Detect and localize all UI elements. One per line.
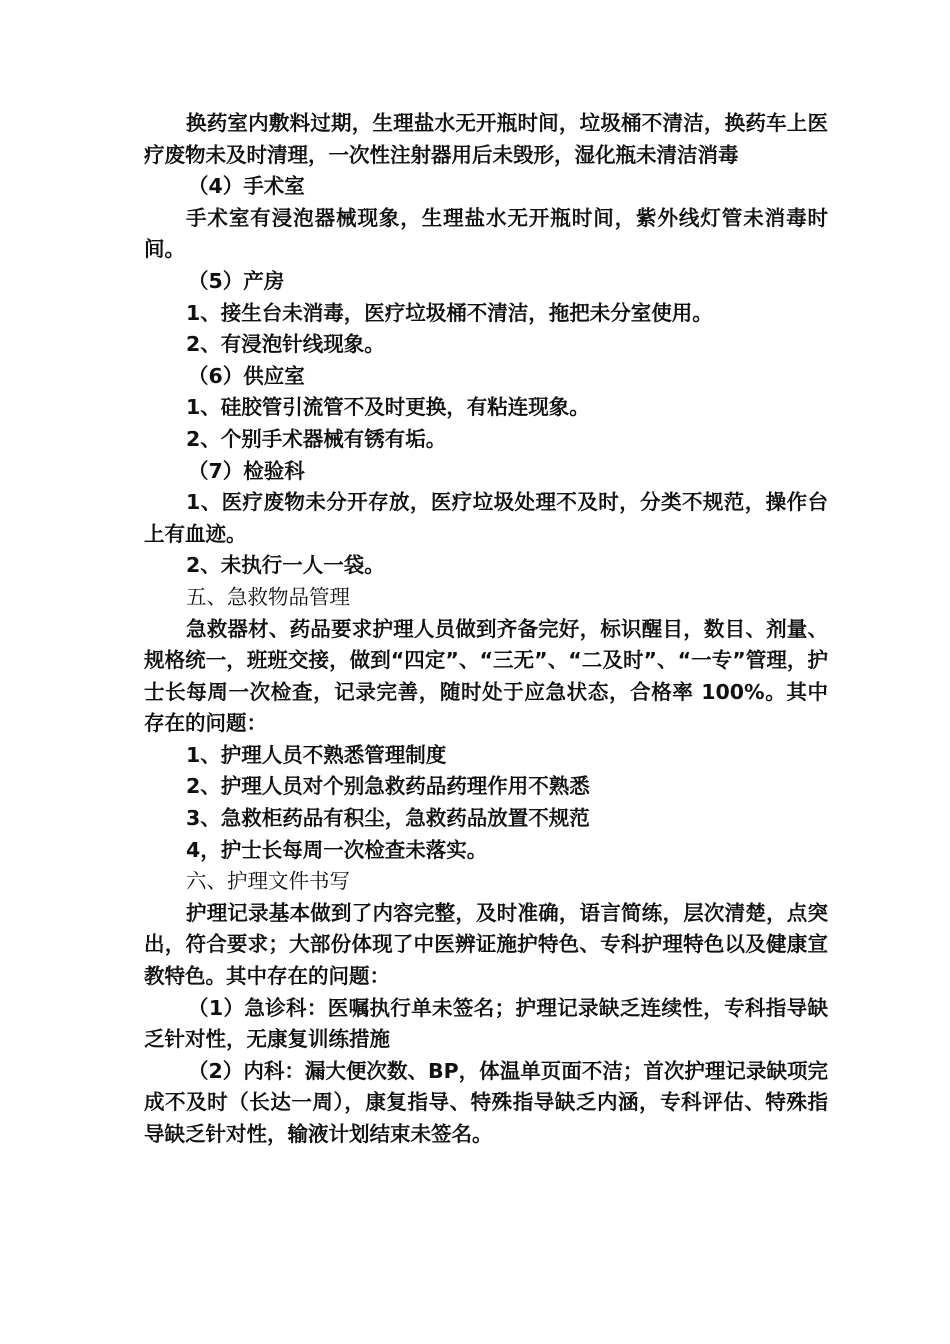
paragraph: （2）内科：漏大便次数、BP，体温单页面不洁；首次护理记录缺项完成不及时（长达一周），康复指导、特殊指导缺乏内涵，专科评估、特殊指导缺乏针对性，输液计划结束未签名。	[144, 1058, 828, 1146]
list-item: 1、医疗废物未分开存放，医疗垃圾处理不及时，分类不规范，操作台上有血迹。	[144, 490, 828, 546]
list-item: 2、护理人员对个别急救药品药理作用不熟悉	[186, 774, 590, 799]
paragraph: 换药室内敷料过期，生理盐水无开瓶时间，垃圾桶不清洁，换药车上医疗废物未及时清理，一次性注射器用后未毁形，湿化瓶未清洁消毒	[144, 111, 828, 167]
list-item: 4，护士长每周一次检查未落实。	[186, 837, 488, 862]
list-item: 1、接生台未消毒，医疗垃圾桶不清洁，拖把未分室使用。	[186, 300, 713, 325]
paragraph: 急救器材、药品要求护理人员做到齐备完好，标识醒目，数目、剂量、规格统一，班班交接，做到“四定”、“三无”、“二及时”、“一专”管理，护士长每周一次检查，记录完善，随时处于应急状态，合格率 100%。其中存在的问题：	[144, 616, 828, 736]
paragraph: （1）急诊科：医嘱执行单未签名；护理记录缺乏连续性，专科指导缺乏针对性，无康复训练措施	[144, 995, 828, 1052]
list-item: 3、急救柜药品有积尘，急救药品放置不规范	[186, 806, 590, 831]
paragraph: 手术室有浸泡器械现象，生理盐水无开瓶时间，紫外线灯管未消毒时间。	[144, 205, 828, 262]
list-item: 2、有浸泡针线现象。	[186, 332, 385, 357]
subsection-title: （7）检验科	[188, 458, 305, 483]
subsection-title: （6）供应室	[188, 363, 305, 388]
list-item: 2、未执行一人一袋。	[186, 553, 385, 578]
list-item: 1、硅胶管引流管不及时更换，有粘连现象。	[186, 395, 590, 420]
subsection-title: （5）产房	[188, 268, 285, 293]
subsection-title: （4）手术室	[188, 174, 305, 199]
paragraph: 护理记录基本做到了内容完整，及时准确，语言简练，层次清楚，点突出，符合要求；大部份体现了中医辨证施护特色、专科护理特色以及健康宣教特色。其中存在的问题：	[144, 900, 828, 989]
list-item: 2、个别手术器械有锈有垢。	[186, 426, 447, 451]
section-heading: 五、急救物品管理	[186, 584, 350, 609]
section-heading: 六、护理文件书写	[186, 869, 350, 894]
document-body	[144, 108, 828, 1151]
list-item: 1、护理人员不熟悉管理制度	[186, 742, 447, 767]
